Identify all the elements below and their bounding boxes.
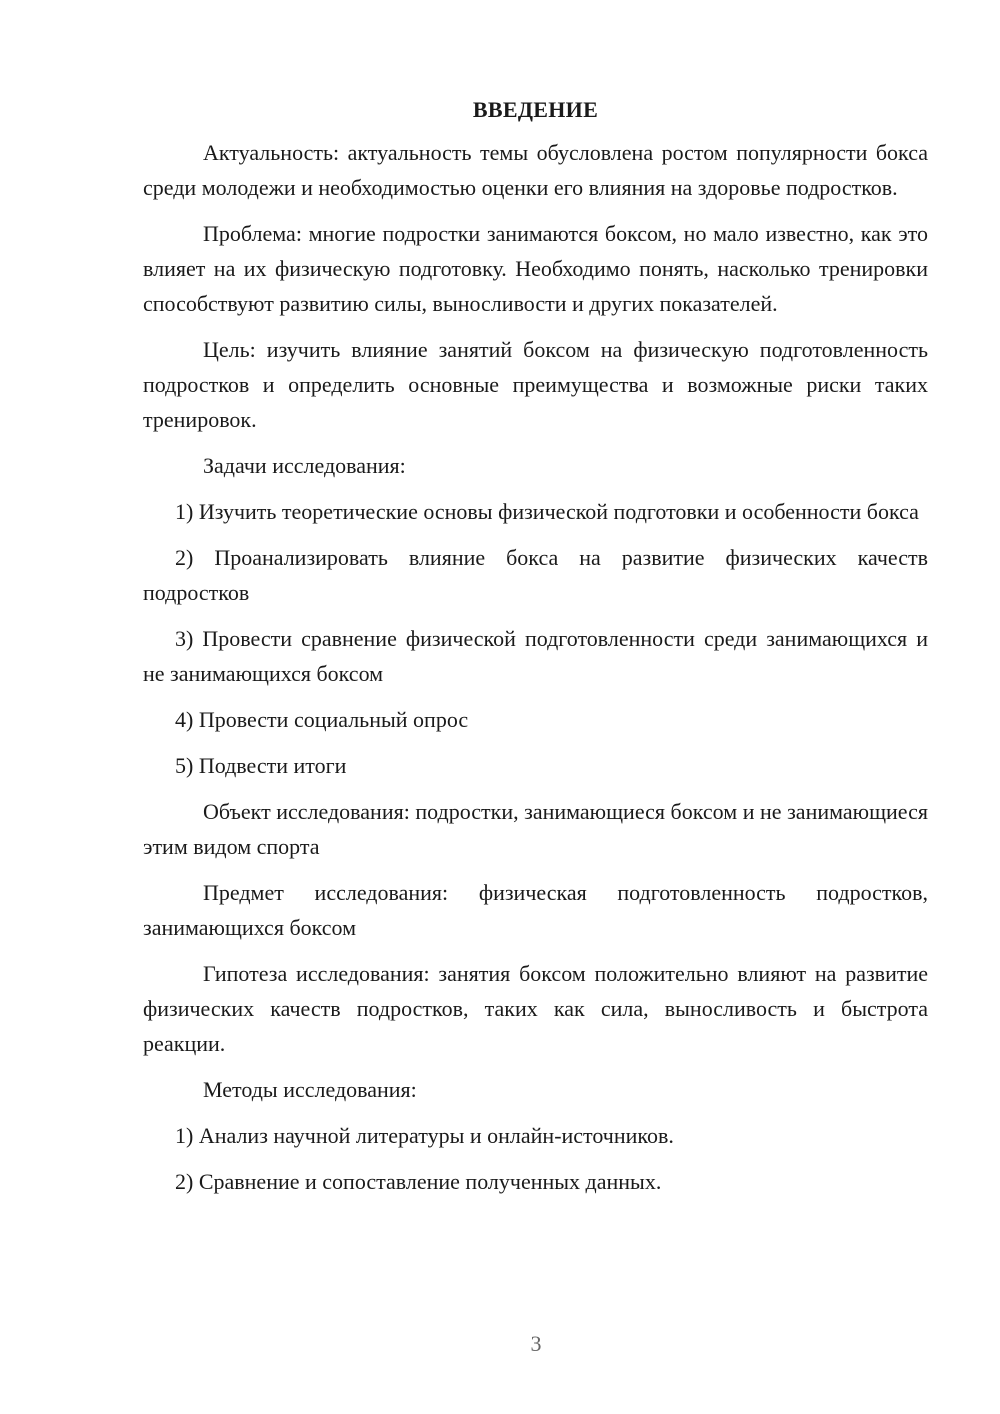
- method-item-2: 2) Сравнение и сопоставление полученных данных.: [175, 1169, 662, 1194]
- paragraph-object: Объект исследования: подростки, занимающиеся боксом и не занимающиеся этим видом спорта: [143, 799, 928, 859]
- section-heading: ВВЕДЕНИЕ: [472, 97, 599, 122]
- paragraph-methods-title: Методы исследования:: [203, 1077, 417, 1102]
- paragraph-goal: Цель: изучить влияние занятий боксом на физическую подготовленность подростков и определить основные преимущества и возможные риски таких тренировок.: [143, 337, 928, 432]
- task-item-3: 3) Провести сравнение физической подготовленности среди занимающихся и не занимающихся боксом: [143, 626, 928, 686]
- paragraph-relevance: Актуальность: актуальность темы обусловлена ростом популярности бокса среди молодежи и необходимостью оценки его влияния на здоровье подростков.: [143, 140, 928, 200]
- paragraph-tasks-title: Задачи исследования:: [203, 453, 406, 478]
- paragraph-subject: Предмет исследования: физическая подготовленность подростков, занимающихся боксом: [143, 880, 928, 940]
- method-item-1: 1) Анализ научной литературы и онлайн-источников.: [175, 1123, 674, 1148]
- paragraph-problem: Проблема: многие подростки занимаются боксом, но мало известно, как это влияет на их физическую подготовку. Необходимо понять, насколько тренировки способствуют развитию силы, выносливости и других показателей.: [143, 221, 928, 316]
- paragraph-hypothesis: Гипотеза исследования: занятия боксом положительно влияют на развитие физических качеств подростков, таких как сила, выносливость и быстрота реакции.: [143, 961, 928, 1056]
- page-number: 3: [530, 1331, 542, 1356]
- document-body: [143, 92, 928, 1210]
- task-item-2: 2) Проанализировать влияние бокса на развитие физических качеств подростков: [143, 545, 928, 605]
- task-item-1: 1) Изучить теоретические основы физической подготовки и особенности бокса: [175, 499, 919, 524]
- task-item-4: 4) Провести социальный опрос: [175, 707, 469, 732]
- task-item-5: 5) Подвести итоги: [175, 753, 347, 778]
